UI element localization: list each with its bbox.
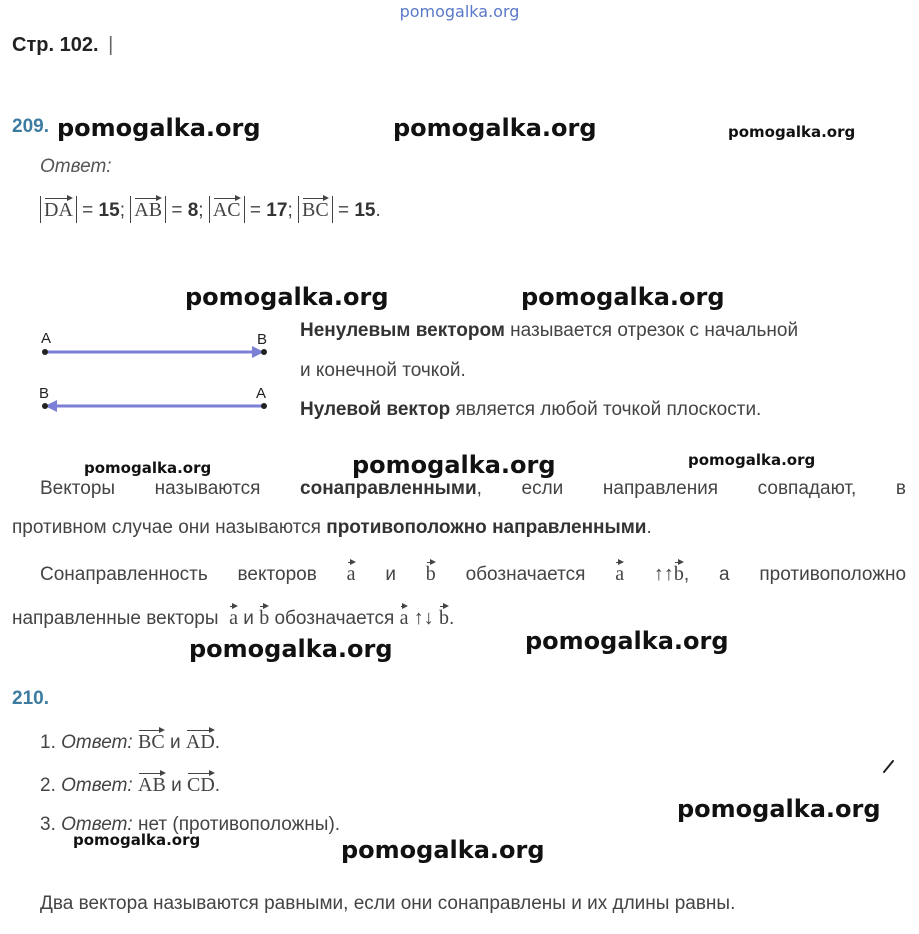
point-label: B	[39, 385, 50, 402]
point	[261, 403, 267, 409]
task-210-item: 1. Ответ: BC и AD.	[40, 728, 220, 754]
watermark: pomogalka.org	[525, 627, 729, 655]
vector-b: b	[674, 560, 684, 584]
vector-a: a	[400, 604, 409, 628]
vector: CD	[187, 771, 215, 795]
codirectional-notation-line2: направленные векторы a и b обозначается a ↑↓ b.	[12, 604, 454, 630]
vector-a: a	[347, 560, 356, 584]
point	[42, 403, 48, 409]
watermark: pomogalka.org	[688, 451, 816, 469]
point	[261, 349, 267, 355]
watermark: pomogalka.org	[185, 283, 389, 311]
watermark: pomogalka.org	[73, 831, 201, 849]
task-209-answer: DA = 15; AB = 8; AC = 17; BC = 15.	[40, 196, 381, 223]
equal-vectors-definition: Два вектора называются равными, если они сонаправлены и их длины равны.	[40, 893, 736, 914]
codirectional-paragraph-line1: Векторы называются сонаправленными, если направления совпадают, в	[40, 478, 906, 499]
vector-a: a	[229, 604, 238, 628]
point-label: B	[257, 331, 268, 348]
nonzero-vector-definition: Ненулевым вектором называется отрезок с начальной	[300, 320, 799, 341]
watermark: pomogalka.org	[728, 123, 856, 141]
watermark: pomogalka.org	[341, 836, 545, 864]
watermark: pomogalka.org	[677, 795, 881, 823]
vector: BC	[138, 728, 165, 752]
watermark: pomogalka.org	[521, 283, 725, 311]
vector-a: a	[615, 560, 624, 584]
vector: AB	[134, 196, 162, 220]
vector: AC	[213, 196, 241, 220]
watermark: pomogalka.org	[393, 114, 597, 142]
pen-mark-icon	[882, 758, 896, 774]
point-label: A	[256, 385, 267, 402]
codirectional-paragraph-line2: противном случае они называются противоположно направленными.	[12, 517, 652, 538]
vector-b: b	[259, 604, 269, 628]
vector: DA	[44, 196, 73, 220]
vector-length	[130, 196, 166, 223]
task-210-item: 3. Ответ: нет (противоположны).	[40, 814, 341, 835]
zero-vector-definition: Нулевой вектор является любой точкой плоскости.	[300, 399, 762, 420]
task-209-answer-label: Ответ:	[40, 156, 112, 177]
point-label: A	[41, 330, 52, 347]
nonzero-vector-definition-cont: и конечной точкой.	[300, 360, 466, 381]
vectors-diagram	[30, 326, 280, 426]
vector: AD	[186, 728, 215, 752]
page-title: Стр. 102. |	[12, 34, 114, 56]
watermark: pomogalka.org	[84, 459, 212, 477]
codirectional-notation-line1: Сонаправленность векторов a и b обозначается a ↑↑b, а противоположно	[40, 560, 906, 586]
vector: BC	[302, 196, 329, 220]
task-210-number: 210.	[12, 688, 49, 709]
watermark-top[interactable]: pomogalka.org	[399, 2, 520, 21]
watermark: pomogalka.org	[57, 114, 261, 142]
task-209-number: 209.	[12, 116, 49, 137]
vector-b: b	[439, 604, 449, 628]
vector: AB	[138, 771, 166, 795]
vector-length	[298, 196, 333, 223]
vector-length	[40, 196, 77, 223]
watermark: pomogalka.org	[189, 635, 393, 663]
watermark: pomogalka.org	[352, 451, 556, 479]
vector-b: b	[426, 560, 436, 584]
point	[42, 349, 48, 355]
task-210-item: 2. Ответ: AB и CD.	[40, 771, 220, 797]
vector-length	[209, 196, 245, 223]
